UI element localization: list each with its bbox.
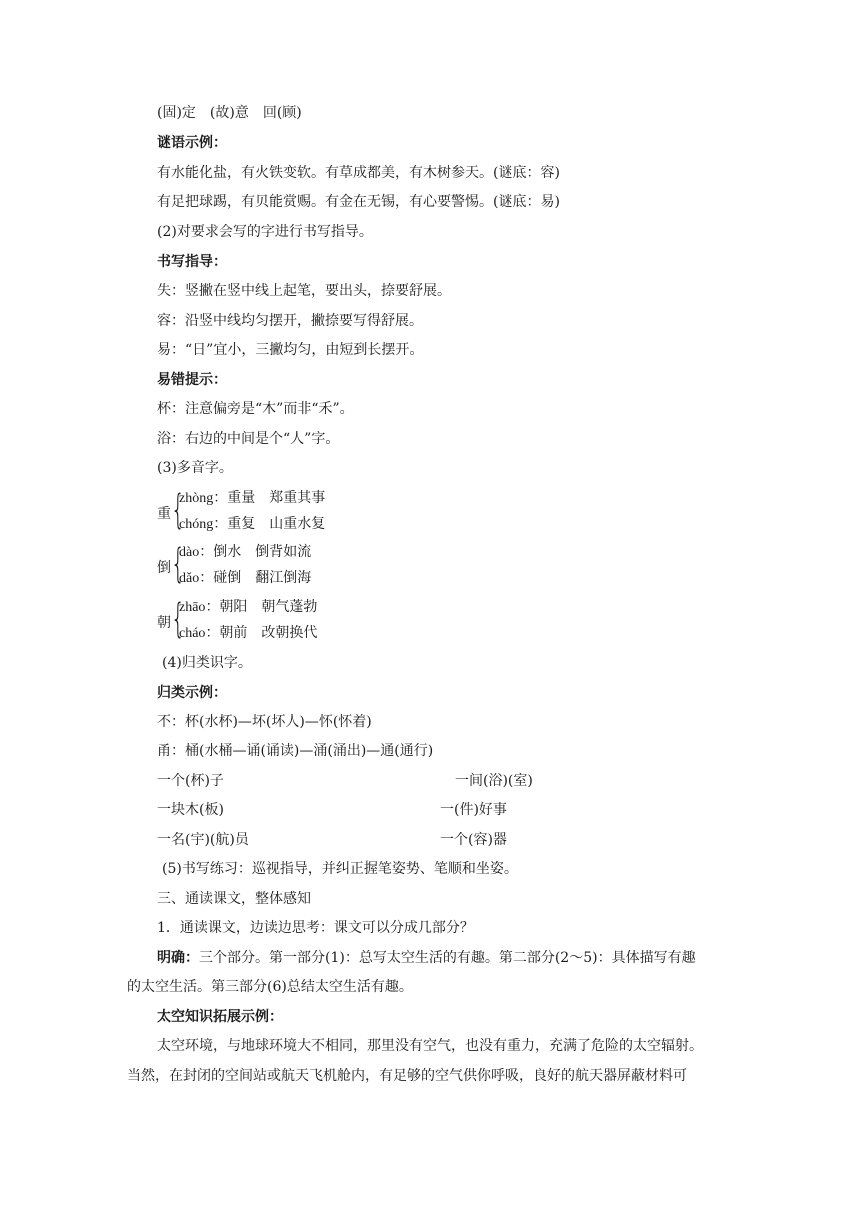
step-2: (2)对要求会写的字进行书写指导。 [157, 224, 373, 240]
section-heading-3: 三、通读课文，整体感知 [157, 891, 311, 907]
example-words: ：碰倒 翻江倒海 [199, 570, 312, 586]
polyphone-reading [179, 515, 325, 534]
brace-icon: { [171, 487, 185, 533]
pinyin: zhòng [179, 491, 214, 506]
error-heading: 易错提示： [157, 372, 227, 388]
writing-line-1: 失：竖撇在竖中线上起笔，要出头，捺要舒展。 [157, 283, 451, 299]
writing-line-3: 易：“日”宜小，三撇均匀，由短到长摆开。 [157, 342, 424, 358]
polyphone-char: 倒 [157, 560, 171, 576]
example-words: ：重量 郑重其事 [213, 490, 326, 506]
pinyin: zhāo [179, 600, 206, 615]
pinyin: dǎo [179, 571, 200, 586]
answer-line-1 [157, 949, 696, 967]
example-words: ：朝前 改朝换代 [205, 625, 318, 641]
step-3: (3)多音字。 [157, 460, 233, 476]
riddle-line-2: 有足把球踢，有贝能赏赐。有金在无锡，有心要警惕。(谜底：易) [157, 194, 560, 210]
brace-icon: { [171, 541, 185, 587]
writing-line-2: 容：沿竖中线均匀摆开，撇捺要写得舒展。 [157, 313, 423, 329]
phrase-right-1: 一间(浴)(室) [455, 773, 533, 789]
writing-heading: 书写指导： [157, 254, 227, 270]
brace-icon: { [171, 596, 185, 642]
example-words: ：倒水 倒背如流 [199, 544, 312, 560]
answer-line-2: 的太空生活。第三部分(6)总结太空生活有趣。 [127, 979, 413, 995]
classify-heading: 归类示例： [157, 685, 227, 701]
polyphone-reading [179, 598, 317, 617]
space-line-1: 太空环境，与地球环境大不相同，那里没有空气，也没有重力，充满了危险的太空辐射。 [157, 1038, 703, 1054]
phrase-left-2: 一块木(板) [157, 802, 224, 818]
classify-line-1: 不：杯(水杯)—坏(坏人)—怀(怀着) [157, 714, 372, 730]
pinyin: dào [179, 545, 200, 560]
space-line-2: 当然，在封闭的空间站或航天飞机舱内，有足够的空气供你呼吸，良好的航天器屏蔽材料可 [127, 1068, 687, 1084]
polyphone-reading [179, 543, 311, 562]
pinyin: cháo [179, 626, 206, 641]
riddle-line-1: 有水能化盐，有火铁变软。有草成都美，有木树参天。(谜底：容) [157, 165, 560, 181]
riddle-heading: 谜语示例： [157, 135, 227, 151]
phrase-right-3: 一个(容)器 [440, 832, 507, 848]
polyphone-char: 朝 [157, 615, 171, 631]
polyphone-reading [179, 624, 317, 643]
classify-line-2: 甬：桶(水桶—诵(诵读)—涌(涌出)—通(通行) [157, 743, 434, 759]
step-5: (5)书写练习：巡视指导，并纠正握笔姿势、笔顺和坐姿。 [162, 861, 518, 877]
example-words: ：重复 山重水复 [213, 516, 326, 532]
text-line-words: (固)定 (故)意 回(顾) [157, 105, 302, 121]
polyphone-reading [179, 569, 311, 588]
answer-label: 明确： [157, 950, 199, 966]
answer-text: 三个部分。第一部分(1)：总写太空生活的有趣。第二部分(2～5)：具体描写有趣 [199, 950, 696, 966]
error-line-1: 杯：注意偏旁是“木”而非“禾”。 [157, 401, 354, 417]
phrase-left-1: 一个(杯)子 [157, 773, 224, 789]
step-4: (4)归类识字。 [162, 655, 252, 671]
phrase-right-2: 一(件)好事 [440, 802, 507, 818]
error-line-2: 浴：右边的中间是个“人”字。 [157, 431, 340, 447]
phrase-left-3: 一名(宇)(航)员 [157, 832, 249, 848]
polyphone-reading [179, 489, 325, 508]
question-1: 1．通读课文，边读边思考：课文可以分成几部分？ [157, 920, 474, 936]
example-words: ：朝阳 朝气蓬勃 [205, 599, 318, 615]
polyphone-char: 重 [157, 506, 171, 522]
pinyin: chóng [179, 517, 214, 532]
space-heading: 太空知识拓展示例： [157, 1009, 283, 1025]
